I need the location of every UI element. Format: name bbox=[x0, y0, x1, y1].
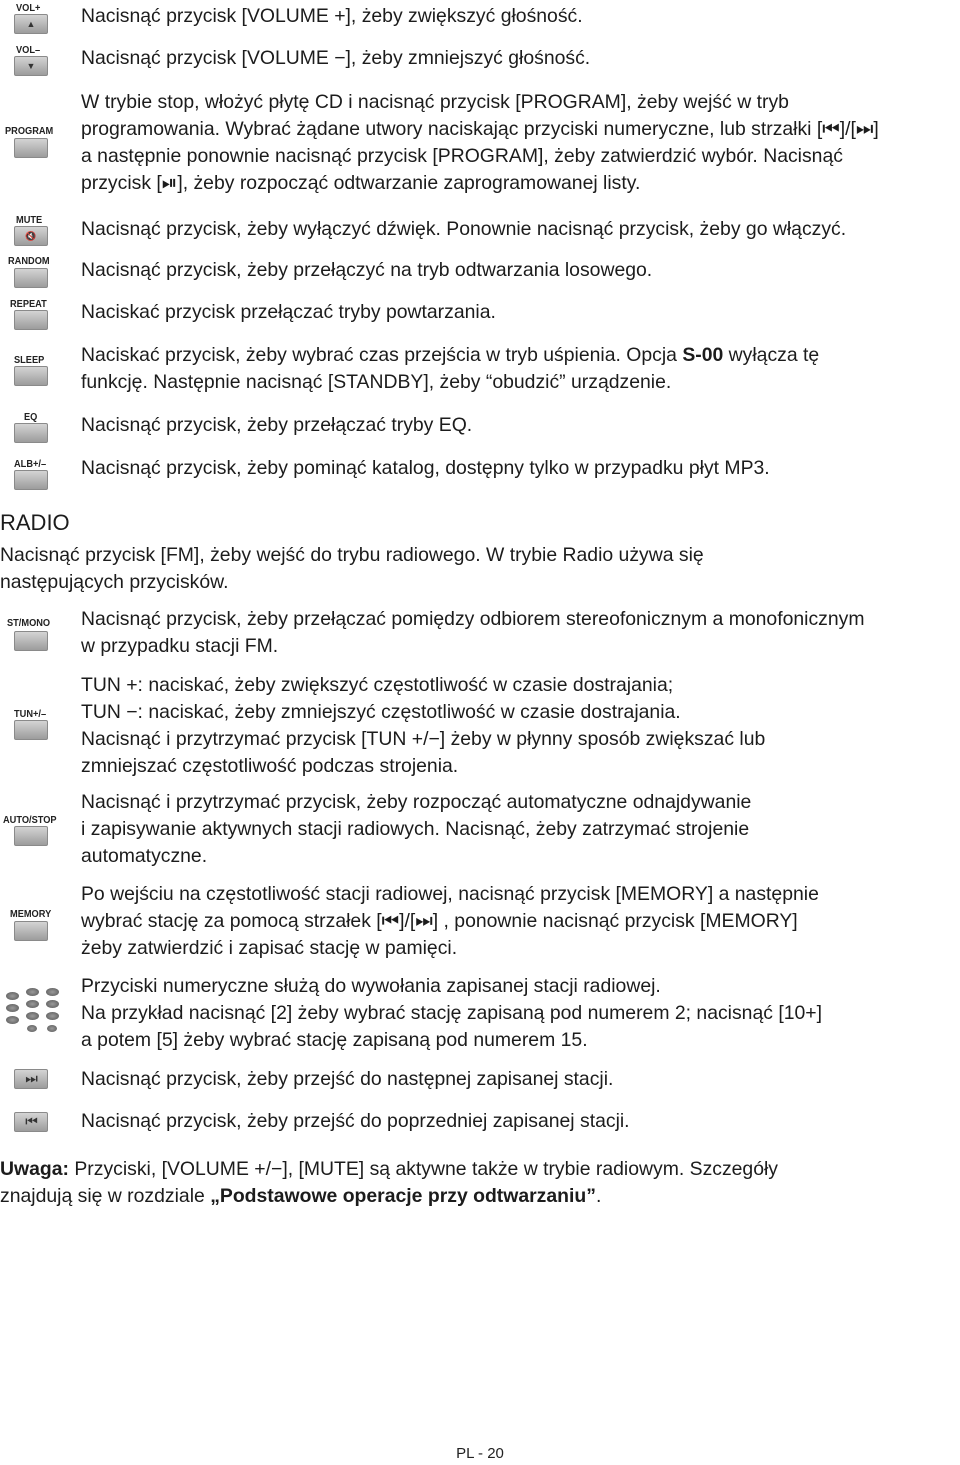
memory-label: MEMORY bbox=[10, 908, 52, 920]
next-description: Nacisnąć przycisk, żeby przejść do następnej zapisanej stacji. bbox=[81, 1068, 614, 1090]
note-prefix: Uwaga: bbox=[0, 1158, 69, 1180]
vol-up-button-icon: ▲ bbox=[14, 14, 48, 34]
program-label: PROGRAM bbox=[5, 125, 54, 137]
sleep-text-a: Naciskać przycisk, żeby wybrać czas przejścia w tryb uśpienia. Opcja S-00 wyłącza tę bbox=[81, 344, 820, 366]
note-chapter-title: „Podstawowe operacje przy odtwarzaniu” bbox=[210, 1185, 596, 1207]
vol-up-description: Nacisnąć przycisk [VOLUME +], żeby zwiększyć głośność. bbox=[81, 5, 583, 27]
numeric-description: Przyciski numeryczne służą do wywołania zapisanej stacji radiowej. Na przykład nacisnąć [2] żeby wybrać stację zapisaną pod numerem 2; nacisnąć [10+] a potem [5] żeby wybrać stację zapisaną pod numerem 15. bbox=[81, 975, 823, 1051]
skip-prev-icon: ⏮ bbox=[25, 1114, 37, 1130]
alb-description: Nacisnąć przycisk, żeby pominąć katalog, dostępny tylko w przypadku płyt MP3. bbox=[81, 457, 770, 479]
random-button-icon bbox=[14, 268, 48, 288]
vol-down-label: VOL– bbox=[16, 44, 41, 56]
eq-label: EQ bbox=[24, 411, 38, 423]
repeat-label: REPEAT bbox=[10, 298, 47, 310]
note-block bbox=[0, 1156, 960, 1210]
alb-label: ALB+/– bbox=[14, 458, 47, 470]
eq-button-icon bbox=[14, 423, 48, 443]
radio-intro: Nacisnąć przycisk [FM], żeby wejść do trybu radiowego. W trybie Radio używa się następujących przycisków. bbox=[0, 544, 704, 593]
program-description: W trybie stop, włożyć płytę CD i nacisnąć przycisk [PROGRAM], żeby wejść w tryb programowania. Wybrać żądane utwory naciskając przyciski numeryczne, lub strzałki [⏮]/[⏭] a następnie ponownie nacisnąć przycisk [PROGRAM], żeby zatwierdzić wybór. Nacisnąć przycisk [⏯], żeby rozpocząć odtwarzanie zaprogramowanej listy. bbox=[81, 91, 879, 194]
prev-description: Nacisnąć przycisk, żeby przejść do poprzedniej zapisanej stacji. bbox=[81, 1110, 630, 1132]
radio-heading: RADIO bbox=[0, 510, 70, 535]
repeat-button-icon bbox=[14, 310, 48, 330]
alb-button-icon bbox=[14, 470, 48, 490]
tun-button-icon bbox=[14, 720, 48, 740]
vol-down-button-icon: ▼ bbox=[14, 56, 48, 76]
note-line2-start: znajdują się w rozdziale bbox=[0, 1185, 211, 1207]
mute-label: MUTE bbox=[16, 214, 43, 226]
sleep-description: Naciskać przycisk, żeby wybrać czas przejścia w tryb uśpienia. Opcja S-00 wyłącza tę funkcję. Następnie nacisnąć [STANDBY], żeby “obudzić” urządzenie. bbox=[81, 344, 820, 393]
sleep-button-icon bbox=[14, 366, 48, 386]
st-mono-button-icon bbox=[14, 631, 48, 651]
tun-label: TUN+/– bbox=[14, 708, 47, 720]
sleep-option-code: S-00 bbox=[682, 344, 724, 366]
auto-stop-label: AUTO/STOP bbox=[3, 814, 57, 826]
numeric-keypad-icon bbox=[6, 988, 62, 1036]
speaker-mute-icon: 🔇 bbox=[25, 230, 37, 241]
memory-description: Po wejściu na częstotliwość stacji radiowej, nacisnąć przycisk [MEMORY] a następnie wybrać stację za pomocą strzałek [⏮]/[⏭] , ponownie nacisnąć przycisk [MEMORY] żeby zatwierdzić i zapisać stację w pamięci. bbox=[81, 883, 819, 959]
note-line2-end: . bbox=[595, 1185, 602, 1207]
mute-button-icon bbox=[14, 226, 48, 246]
st-mono-description: Nacisnąć przycisk, żeby przełączać pomiędzy odbiorem stereofonicznym a monofonicznym w przypadku stacji FM. bbox=[81, 608, 865, 657]
random-label: RANDOM bbox=[8, 255, 50, 267]
tun-description: TUN +: naciskać, żeby zwiększyć częstotliwość w czasie dostrajania; TUN −: naciskać, żeby zmniejszyć częstotliwość w czasie dostrajania. Nacisnąć i przytrzymać przycisk [TUN +/−] żeby w płynny sposób zwiększać lub zmniejszać częstotliwość podczas strojenia. bbox=[81, 674, 766, 777]
note-line1: Przyciski, [VOLUME +/−], [MUTE] są aktywne także w trybie radiowym. Szczegóły bbox=[68, 1158, 779, 1180]
auto-stop-button-icon bbox=[14, 826, 48, 846]
auto-stop-description: Nacisnąć i przytrzymać przycisk, żeby rozpocząć automatyczne odnajdywanie i zapisywanie aktywnych stacji radiowych. Nacisnąć, żeby zatrzymać strojenie automatyczne. bbox=[81, 791, 752, 867]
mute-description: Nacisnąć przycisk, żeby wyłączyć dźwięk. Ponownie nacisnąć przycisk, żeby go włączyć. bbox=[81, 218, 847, 240]
repeat-description: Naciskać przycisk przełączać tryby powtarzania. bbox=[81, 301, 496, 323]
eq-description: Nacisnąć przycisk, żeby przełączać tryby EQ. bbox=[81, 414, 473, 436]
skip-next-icon: ⏭ bbox=[25, 1071, 37, 1087]
program-button-icon bbox=[14, 138, 48, 158]
vol-up-label: VOL+ bbox=[16, 2, 41, 14]
vol-down-description: Nacisnąć przycisk [VOLUME −], żeby zmniejszyć głośność. bbox=[81, 47, 591, 69]
sleep-label: SLEEP bbox=[14, 354, 45, 366]
memory-button-icon bbox=[14, 921, 48, 941]
st-mono-label: ST/MONO bbox=[7, 617, 51, 629]
page-number: PL - 20 bbox=[456, 1445, 504, 1462]
skip-prev-button-icon bbox=[14, 1112, 48, 1132]
skip-next-button-icon bbox=[14, 1069, 48, 1089]
random-description: Nacisnąć przycisk, żeby przełączyć na tryb odtwarzania losowego. bbox=[81, 259, 653, 281]
